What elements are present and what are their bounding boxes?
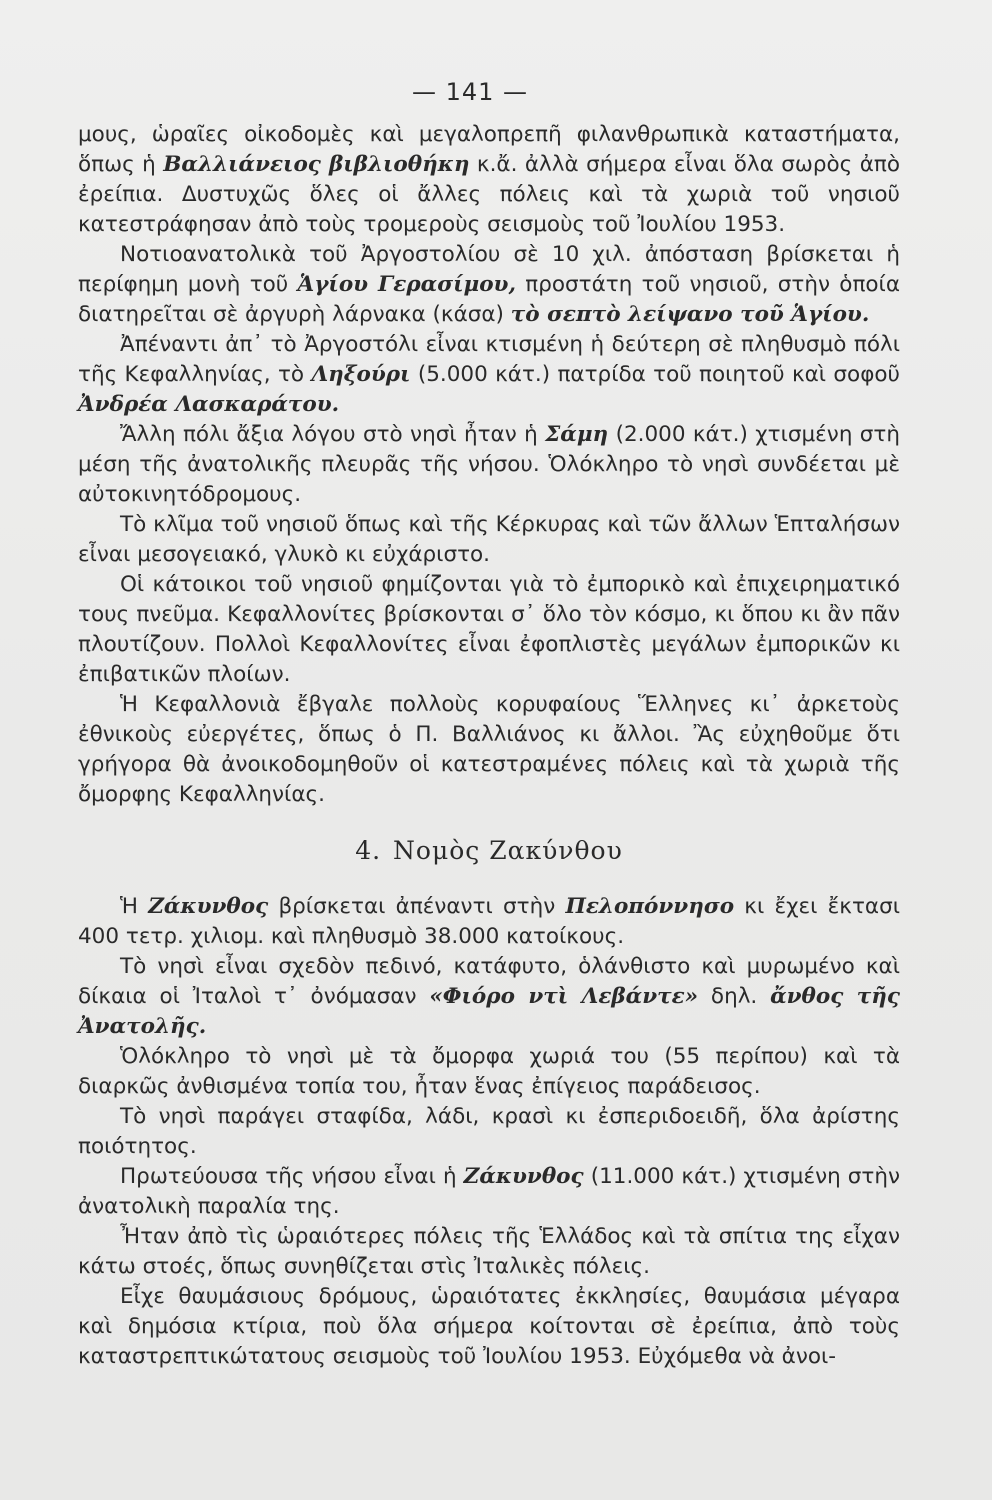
text-run: Τὸ κλῖμα τοῦ νησιοῦ ὅπως καὶ τῆς Κέρκυρας καὶ τῶν ἄλλων Ἑπταλήσων εἶναι μεσογειακό, γλυκὸ κι εὐχάριστο.: [78, 512, 900, 567]
section-number: 4.: [355, 836, 382, 865]
text-run: δηλ.: [698, 984, 771, 1009]
emphasis-text: τὸ σεπτὸ λείψανο τοῦ Ἁγίου.: [510, 302, 870, 327]
text-run: Τὸ νησὶ παράγει σταφίδα, λάδι, κρασὶ κι ἐσπεριδοειδῆ, ὅλα ἀρίστης ποιότητος.: [78, 1104, 900, 1159]
section-heading: [78, 836, 900, 866]
paragraph: [78, 420, 900, 510]
text-run: Ἄλλη πόλι ἄξια λόγου στὸ νησὶ ἦταν ἡ: [120, 422, 546, 447]
text-run: κι ἔχει ἔκτασι 400 τετρ. χιλιομ. καὶ πληθυσμὸ 38.000 κατοίκους.: [78, 894, 900, 949]
paragraph: [78, 952, 900, 1042]
paragraph: [78, 120, 900, 240]
text-run: Ἦταν ἀπὸ τὶς ὡραιότερες πόλεις τῆς Ἑλλάδος καὶ τὰ σπίτια της εἶχαν κάτω στοές, ὅπως συνηθίζεται στὶς Ἰταλικὲς πόλεις.: [78, 1224, 900, 1279]
text-run: Οἱ κάτοικοι τοῦ νησιοῦ φημίζονται γιὰ τὸ ἐμπορικὸ καὶ ἐπιχειρηματικό τους πνεῦμα. Κεφαλλονίτες βρίσκονται σ᾽ ὅλο τὸν κόσμο, κι ὅπου κι ἂν πᾶν πλουτίζουν. Πολλοὶ Κεφαλλονίτες εἶναι ἐφοπλιστὲς μεγάλων ἐμπορικῶν κι ἐπιβατικῶν πλοίων.: [78, 572, 900, 687]
emphasis-text: Ζάκυνθος: [463, 1164, 584, 1189]
paragraph: [78, 1042, 900, 1102]
body-text: [78, 120, 900, 1372]
emphasis-text: ἄνθος τῆς Ἀνατολῆς.: [78, 984, 900, 1039]
paragraph: [78, 330, 900, 420]
text-run: (5.000 κάτ.) πατρίδα τοῦ ποιητοῦ καὶ σοφοῦ: [410, 362, 900, 387]
text-run: μους, ὡραῖες οἰκοδομὲς καὶ μεγαλοπρεπῆ φιλανθρωπικὰ καταστήματα, ὅπως ἡ: [78, 122, 900, 177]
emphasis-text: Σάμη: [545, 422, 609, 447]
paragraph: [78, 510, 900, 570]
text-run: Ἡ Κεφαλλονιὰ ἔβγαλε πολλοὺς κορυφαίους Ἕλληνες κι᾽ ἀρκετοὺς ἐθνικοὺς εὐεργέτες, ὅπως ὁ Π. Βαλλιάνος κι ἄλλοι. Ἂς εὐχηθοῦμε ὅτι γρήγορα θὰ ἀνοικοδομηθοῦν οἱ κατεστραμένες πόλεις καὶ τὰ χωριὰ τῆς ὄμορφης Κεφαλληνίας.: [78, 692, 900, 807]
paragraph: [78, 1162, 900, 1222]
text-run: (2.000 κάτ.) χτισμένη στὴ μέση τῆς ἀνατολικῆς πλευρᾶς τῆς νήσου. Ὁλόκληρο τὸ νησὶ συνδέεται μὲ αὐτοκινητόδρομους.: [78, 422, 901, 507]
paragraph: [78, 1222, 900, 1282]
text-run: προστάτη τοῦ νησιοῦ, στὴν ὁποία διατηρεῖται σὲ ἀργυρὴ λάρνακα (κάσα): [78, 272, 900, 327]
emphasis-text: Βαλλιάνειος βιβλιοθήκη: [163, 152, 470, 177]
paragraph: [78, 1102, 900, 1162]
paragraphs-top: [78, 120, 900, 810]
text-run: (11.000 κάτ.) χτισμένη στὴν ἀνατολικὴ παραλία της.: [78, 1164, 900, 1219]
emphasis-text: Ἀνδρέα Λασκαράτου.: [78, 392, 340, 417]
emphasis-text: Ἁγίου Γερασίμου,: [297, 272, 516, 297]
text-run: Ὁλόκληρο τὸ νησὶ μὲ τὰ ὄμορφα χωριά του (55 περίπου) καὶ τὰ διαρκῶς ἀνθισμένα τοπία του, ἦταν ἕνας ἐπίγειος παράδεισος.: [78, 1044, 900, 1099]
text-run: βρίσκεται ἀπέναντι στὴν: [268, 894, 566, 919]
paragraph: [78, 690, 900, 810]
page-number: — 141 —: [411, 78, 529, 106]
emphasis-text: Ζάκυνθος: [148, 894, 269, 919]
text-run: Νοτιοανατολικὰ τοῦ Ἀργοστολίου σὲ 10 χιλ. ἀπόσταση βρίσκεται ἡ περίφημη μονὴ τοῦ: [78, 242, 900, 297]
emphasis-text: Ληξούρι: [311, 362, 411, 387]
paragraphs-bottom: [78, 892, 900, 1372]
text-run: Ἀπέναντι ἀπ᾽ τὸ Ἀργοστόλι εἶναι κτισμένη ἡ δεύτερη σὲ πληθυσμὸ πόλι τῆς Κεφαλληνίας, τὸ: [78, 332, 900, 387]
text-run: Πρωτεύουσα τῆς νήσου εἶναι ἡ: [120, 1164, 464, 1189]
paragraph: [78, 892, 900, 952]
text-run: Ἡ: [120, 894, 149, 919]
paragraph: [78, 240, 900, 330]
text-run: κ.ἄ. ἀλλὰ σήμερα εἶναι ὅλα σωρὸς ἀπὸ ἐρείπια. Δυστυχῶς ὅλες οἱ ἄλλες πόλεις καὶ τὰ χωριὰ τοῦ νησιοῦ κατεστράφησαν ἀπὸ τοὺς τρομεροὺς σεισμοὺς τοῦ Ἰουλίου 1953.: [78, 152, 900, 237]
emphasis-text: Πελοπόννησο: [565, 894, 735, 919]
emphasis-text: «Φιόρο ντὶ Λεβάντε»: [429, 984, 699, 1009]
paragraph: [78, 570, 900, 690]
text-run: Εἶχε θαυμάσιους δρόμους, ὡραιότατες ἐκκλησίες, θαυμάσια μέγαρα καὶ δημόσια κτίρια, ποὺ ὅλα σήμερα κοίτονται σὲ ἐρείπια, ἀπὸ τοὺς καταστρεπτικώτατους σεισμοὺς τοῦ Ἰουλίου 1953. Εὐχόμεθα νὰ ἀνοι-: [78, 1284, 900, 1369]
paragraph: [78, 1282, 900, 1372]
section-title: Νομὸς Ζακύνθου: [393, 836, 623, 865]
text-run: Τὸ νησὶ εἶναι σχεδὸν πεδινό, κατάφυτο, ὁλάνθιστο καὶ μυρωμένο καὶ δίκαια οἱ Ἰταλοὶ τ᾽ ὀνόμασαν: [78, 954, 900, 1009]
